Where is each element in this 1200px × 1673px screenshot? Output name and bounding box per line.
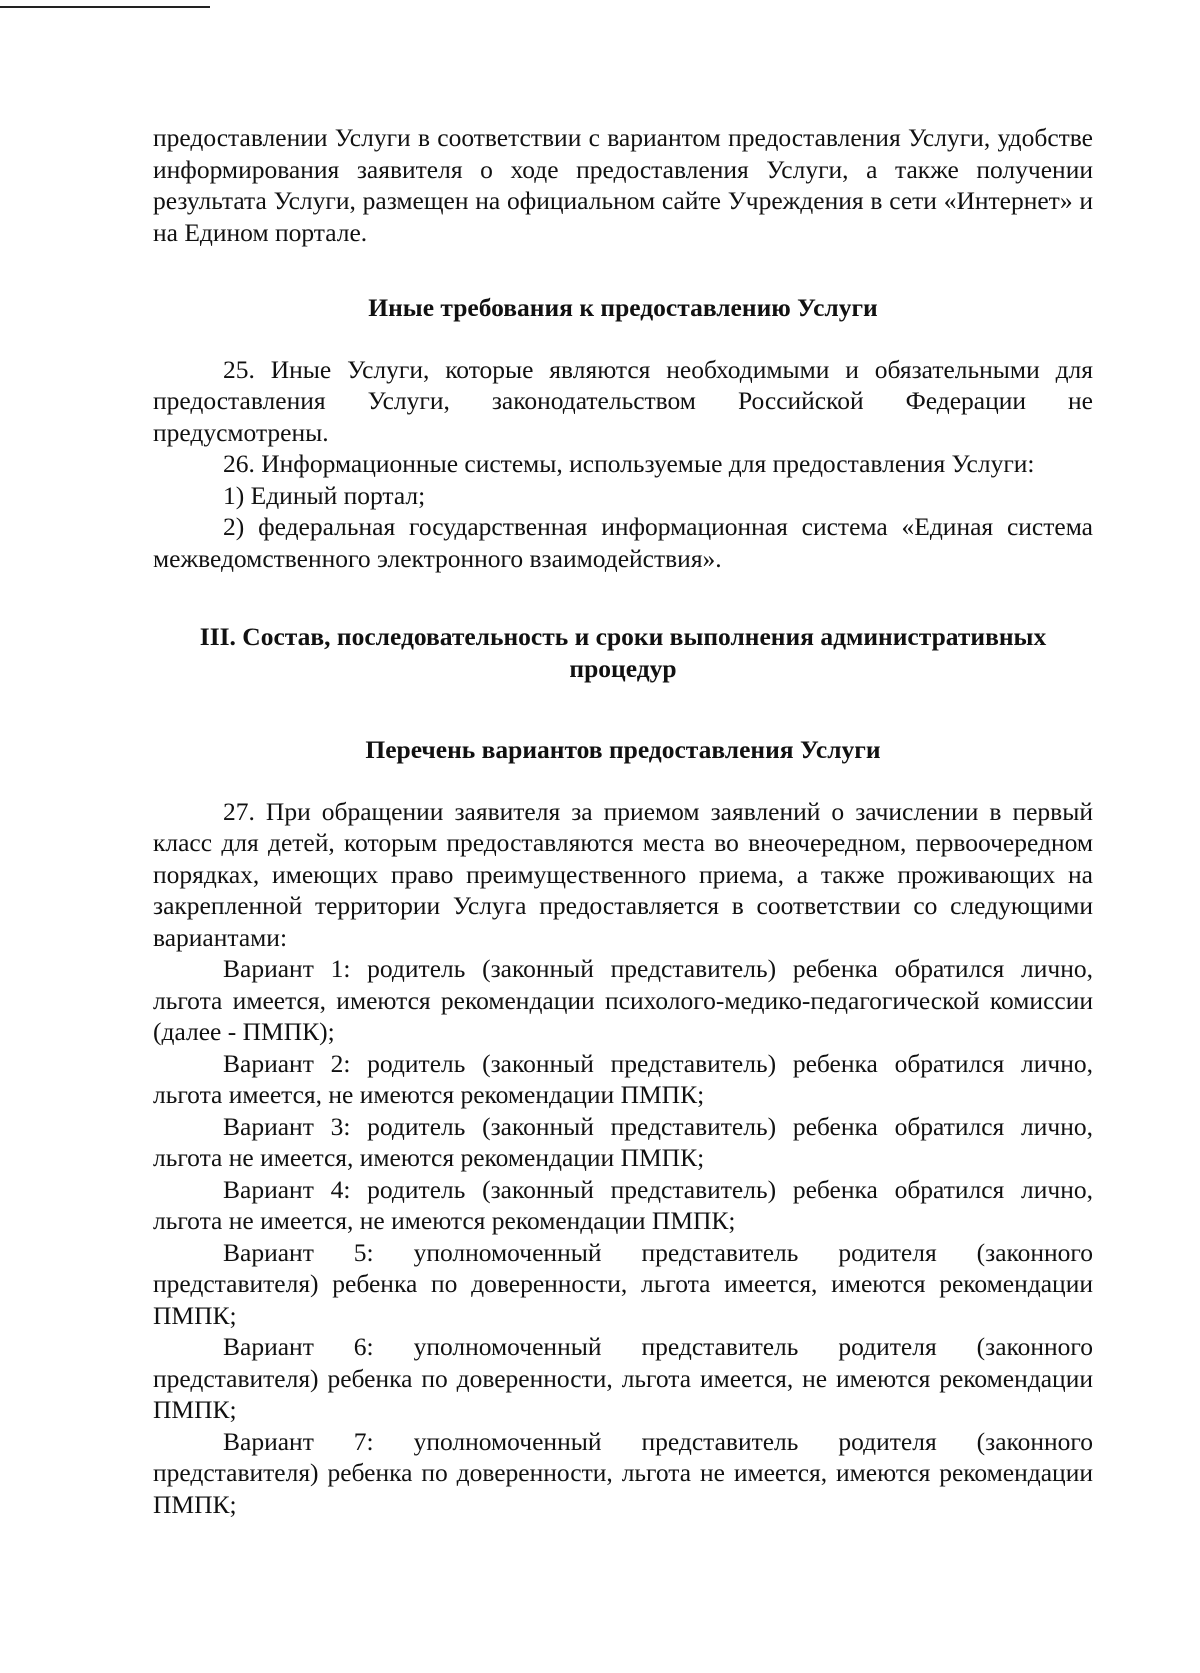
variant-7: Вариант 7: уполномоченный представитель родителя (законного представителя) ребенка по доверенности, льгота не имеется, имеются рекомендации ПМПК; bbox=[153, 1426, 1093, 1519]
variant-4: Вариант 4: родитель (законный представитель) ребенка обратился лично, льгота не имеется, не имеются рекомендации ПМПК; bbox=[153, 1174, 1093, 1235]
variant-6: Вариант 6: уполномоченный представитель родителя (законного представителя) ребенка по доверенности, льгота имеется, не имеются рекомендации ПМПК; bbox=[153, 1332, 1093, 1424]
paragraph-25: 25. Иные Услуги, которые являются необходимыми и обязательными для предоставления Услуги, законодательством Российской Федерации не предусмотрены. bbox=[153, 354, 1093, 447]
paragraph-27: 27. При обращении заявителя за приемом заявлений о зачислении в первый класс для детей, которым предоставляются места во внеочередном, первоочередном порядках, имеющих право преимущественного приема, а также проживающих на закрепленной территории Услуга предоставляется в соответствии со следующими вариантами: bbox=[153, 796, 1093, 952]
variant-1: Вариант 1: родитель (законный представитель) ребенка обратился лично, льгота имеется, имеются рекомендации психолого-медико-педагогической комиссии (далее - ПМПК); bbox=[153, 954, 1093, 1046]
section-heading-line-2: процедур bbox=[569, 653, 677, 683]
variant-2: Вариант 2: родитель (законный представитель) ребенка обратился лично, льгота имеется, не имеются рекомендации ПМПК; bbox=[153, 1048, 1093, 1109]
intro-paragraph: предоставлении Услуги в соответствии с вариантом предоставления Услуги, удобстве информирования заявителя о ходе предоставления Услуги, а также получении результата Услуги, размещен на официальном сайте Учреждения в сети «Интернет» и на Едином портале. bbox=[153, 123, 1093, 247]
section-heading-line-1: III. Состав, последовательность и сроки выполнения административных bbox=[199, 622, 1047, 651]
paragraph-26-item-1: 1) Единый портал; bbox=[223, 480, 426, 510]
heading-other-requirements: Иные требования к предоставлению Услуги bbox=[368, 293, 878, 322]
top-rule-line bbox=[0, 6, 210, 8]
variant-3: Вариант 3: родитель (законный представитель) ребенка обратился лично, льгота не имеется, имеются рекомендации ПМПК; bbox=[153, 1111, 1093, 1172]
document-page bbox=[153, 122, 1093, 1520]
paragraph-26-item-2: 2) федеральная государственная информационная система «Единая система межведомственного электронного взаимодействия». bbox=[153, 512, 1093, 573]
section-heading bbox=[153, 621, 1093, 684]
heading-variants-list: Перечень вариантов предоставления Услуги bbox=[365, 735, 881, 764]
variant-5: Вариант 5: уполномоченный представитель родителя (законного представителя) ребенка по доверенности, льгота имеется, имеются рекомендации ПМПК; bbox=[153, 1237, 1093, 1330]
paragraph-26: 26. Информационные системы, используемые для предоставления Услуги: bbox=[223, 449, 1035, 478]
